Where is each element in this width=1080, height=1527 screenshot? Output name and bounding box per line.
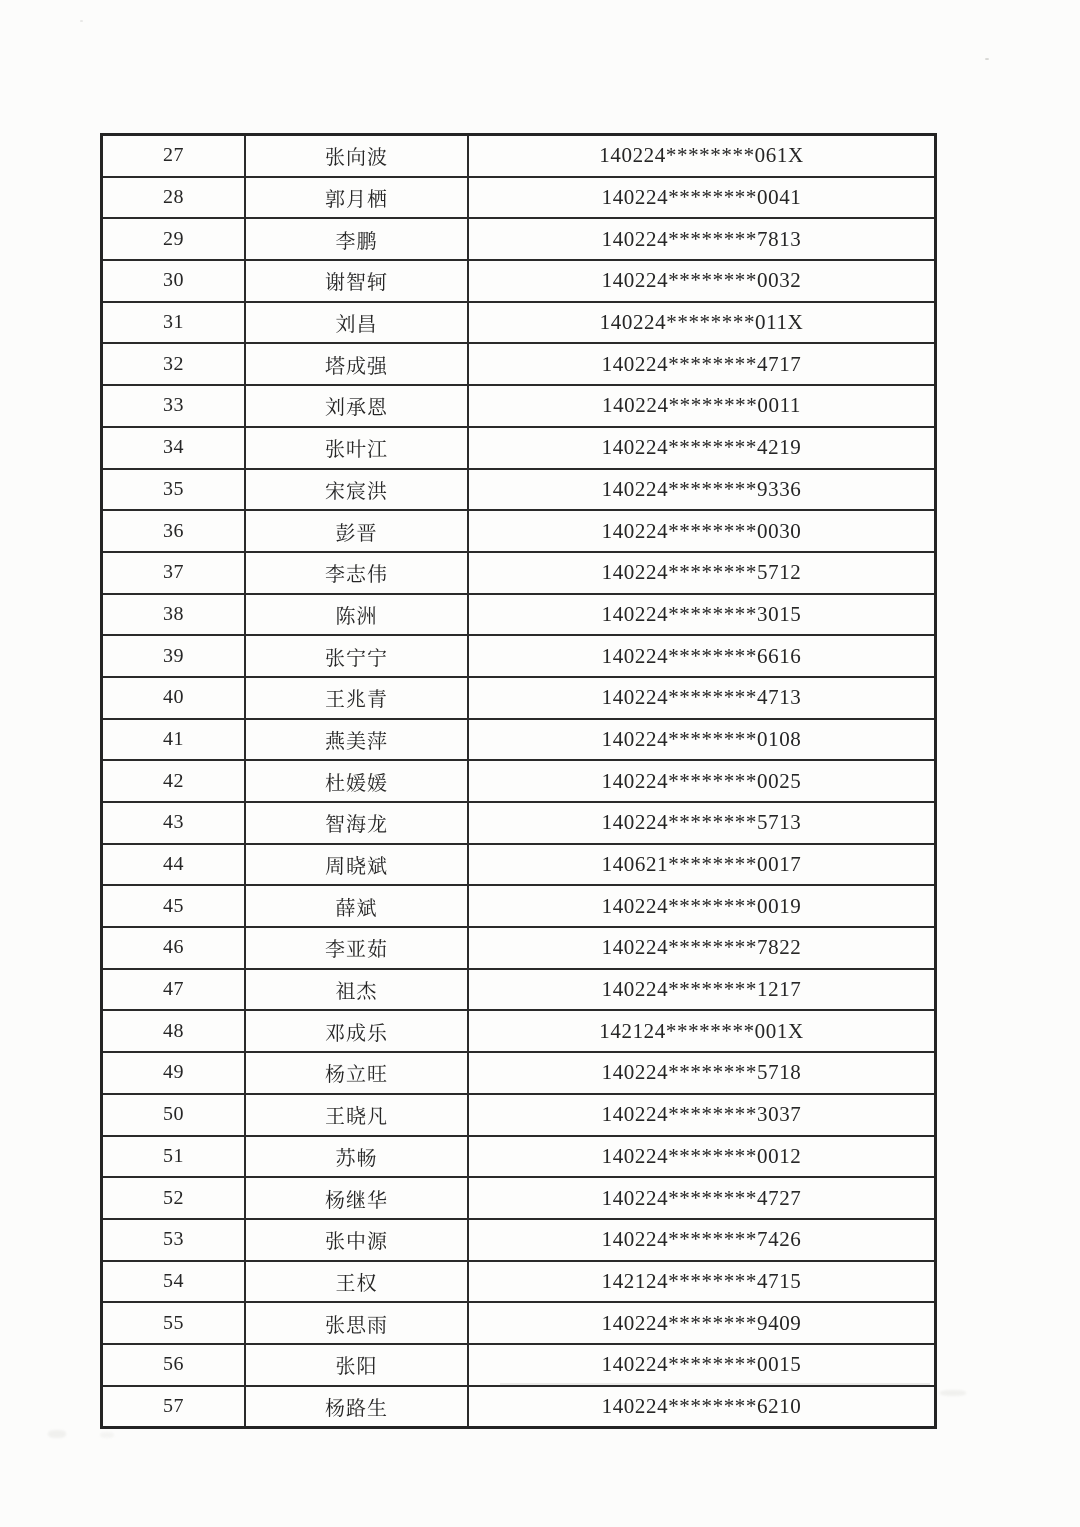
id-number: [468, 969, 936, 1011]
id-number-text: 140224********9409: [601, 1310, 802, 1335]
id-number-text: 140224********0019: [601, 893, 802, 918]
id-number: [468, 385, 936, 427]
row-number: 42: [102, 760, 246, 802]
id-number: [468, 1261, 936, 1303]
row-number: 48: [102, 1010, 246, 1052]
id-number-text: 140224********9336: [601, 476, 802, 501]
table-row: [102, 385, 936, 427]
row-number: 32: [102, 343, 246, 385]
scan-smudge: [48, 1430, 66, 1438]
row-number: 55: [102, 1302, 246, 1344]
id-number-text: 140224********0030: [601, 518, 802, 543]
table-row: [102, 469, 936, 511]
table-row: [102, 1386, 936, 1428]
id-number: [468, 844, 936, 886]
roster-table-body: [102, 135, 936, 1428]
row-number: 50: [102, 1094, 246, 1136]
table-row: [102, 927, 936, 969]
id-number: [468, 1219, 936, 1261]
id-number-text: 140224********011X: [599, 310, 804, 335]
id-number-text: 140224********7822: [601, 935, 802, 960]
table-row: [102, 343, 936, 385]
id-number: [468, 510, 936, 552]
person-name: 邓成乐: [245, 1010, 468, 1052]
person-name: 李亚茹: [245, 927, 468, 969]
id-number-text: 140224********4713: [601, 685, 802, 710]
id-number: [468, 1094, 936, 1136]
row-number: 46: [102, 927, 246, 969]
person-name: 薛斌: [245, 885, 468, 927]
id-number: [468, 802, 936, 844]
row-number: 33: [102, 385, 246, 427]
row-number: 38: [102, 594, 246, 636]
table-row: [102, 1094, 936, 1136]
table-row: [102, 135, 936, 177]
person-name: 张向波: [245, 135, 468, 177]
row-number: 56: [102, 1344, 246, 1386]
id-number-text: 140224********0015: [601, 1352, 802, 1377]
roster-table: [100, 133, 937, 1429]
person-name: 塔成强: [245, 343, 468, 385]
id-number-text: 140621********0017: [601, 852, 802, 877]
person-name: 刘承恩: [245, 385, 468, 427]
person-name: 杨路生: [245, 1386, 468, 1428]
person-name: 智海龙: [245, 802, 468, 844]
table-row: [102, 1261, 936, 1303]
table-row: [102, 1136, 936, 1178]
person-name: 杨立旺: [245, 1052, 468, 1094]
table-row: [102, 1052, 936, 1094]
table-row: [102, 719, 936, 761]
person-name: 苏畅: [245, 1136, 468, 1178]
id-number: [468, 594, 936, 636]
id-number-text: 140224********3015: [601, 601, 802, 626]
id-number: [468, 1177, 936, 1219]
id-number: [468, 552, 936, 594]
row-number: 41: [102, 719, 246, 761]
person-name: 宋宸洪: [245, 469, 468, 511]
table-row: [102, 802, 936, 844]
person-name: 张阳: [245, 1344, 468, 1386]
table-row: [102, 844, 936, 886]
id-number-text: 140224********3037: [601, 1102, 802, 1127]
scan-speck: [80, 20, 83, 22]
row-number: 31: [102, 302, 246, 344]
row-number: 44: [102, 844, 246, 886]
person-name: 杨继华: [245, 1177, 468, 1219]
scan-smudge: [100, 1432, 114, 1438]
id-number: [468, 677, 936, 719]
person-name: 刘昌: [245, 302, 468, 344]
id-number: [468, 1136, 936, 1178]
id-number-text: 140224********7813: [601, 226, 802, 251]
id-number: [468, 719, 936, 761]
row-number: 40: [102, 677, 246, 719]
table-row: [102, 760, 936, 802]
table-row: [102, 969, 936, 1011]
person-name: 王权: [245, 1261, 468, 1303]
table-row: [102, 302, 936, 344]
id-number-text: 140224********4717: [601, 351, 802, 376]
id-number-text: 140224********061X: [599, 143, 804, 168]
person-name: 祖杰: [245, 969, 468, 1011]
person-name: 王晓凡: [245, 1094, 468, 1136]
id-number: [468, 1302, 936, 1344]
row-number: 53: [102, 1219, 246, 1261]
person-name: 彭晋: [245, 510, 468, 552]
table-row: [102, 1344, 936, 1386]
id-number: [468, 469, 936, 511]
id-number-text: 140224********4219: [601, 435, 802, 460]
id-number-text: 140224********0041: [601, 185, 802, 210]
id-number-text: 142124********001X: [599, 1018, 804, 1043]
person-name: 杜媛媛: [245, 760, 468, 802]
row-number: 30: [102, 260, 246, 302]
scan-speck: [985, 58, 989, 60]
table-row: [102, 260, 936, 302]
id-number: [468, 760, 936, 802]
id-number: [468, 635, 936, 677]
row-number: 36: [102, 510, 246, 552]
id-number-text: 140224********6616: [601, 643, 802, 668]
id-number-text: 140224********5718: [601, 1060, 802, 1085]
row-number: 34: [102, 427, 246, 469]
person-name: 周晓斌: [245, 844, 468, 886]
id-number-text: 140224********0108: [601, 726, 802, 751]
table-row: [102, 218, 936, 260]
table-row: [102, 677, 936, 719]
table-row: [102, 552, 936, 594]
row-number: 51: [102, 1136, 246, 1178]
id-number: [468, 427, 936, 469]
id-number: [468, 1052, 936, 1094]
table-row: [102, 1177, 936, 1219]
row-number: 39: [102, 635, 246, 677]
row-number: 27: [102, 135, 246, 177]
id-number: [468, 1386, 936, 1428]
id-number-text: 140224********4727: [601, 1185, 802, 1210]
row-number: 43: [102, 802, 246, 844]
table-row: [102, 177, 936, 219]
person-name: 张思雨: [245, 1302, 468, 1344]
id-number-text: 140224********0025: [601, 768, 802, 793]
row-number: 29: [102, 218, 246, 260]
person-name: 谢智轲: [245, 260, 468, 302]
person-name: 陈洲: [245, 594, 468, 636]
table-row: [102, 885, 936, 927]
id-number-text: 140224********7426: [601, 1227, 802, 1252]
person-name: 张中源: [245, 1219, 468, 1261]
id-number-text: 140224********6210: [601, 1393, 802, 1418]
person-name: 郭月栖: [245, 177, 468, 219]
row-number: 35: [102, 469, 246, 511]
id-number: [468, 343, 936, 385]
table-row: [102, 635, 936, 677]
row-number: 49: [102, 1052, 246, 1094]
id-number: [468, 1010, 936, 1052]
table-row: [102, 594, 936, 636]
id-number-text: 140224********0032: [601, 268, 802, 293]
id-number: [468, 218, 936, 260]
id-number: [468, 135, 936, 177]
row-number: 28: [102, 177, 246, 219]
table-row: [102, 1219, 936, 1261]
id-number-text: 140224********0012: [601, 1143, 802, 1168]
person-name: 燕美萍: [245, 719, 468, 761]
table-row: [102, 1302, 936, 1344]
row-number: 47: [102, 969, 246, 1011]
id-number-text: 140224********5713: [601, 810, 802, 835]
table-row: [102, 1010, 936, 1052]
person-name: 李鹏: [245, 218, 468, 260]
id-number: [468, 177, 936, 219]
row-number: 45: [102, 885, 246, 927]
id-number-text: 140224********1217: [601, 977, 802, 1002]
id-number-text: 142124********4715: [601, 1268, 802, 1293]
row-number: 54: [102, 1261, 246, 1303]
id-number: [468, 302, 936, 344]
table-row: [102, 510, 936, 552]
id-number: [468, 885, 936, 927]
id-number-text: 140224********0011: [601, 393, 802, 418]
id-number: [468, 1344, 936, 1386]
person-name: 王兆青: [245, 677, 468, 719]
person-name: 李志伟: [245, 552, 468, 594]
person-name: 张宁宁: [245, 635, 468, 677]
person-name: 张叶江: [245, 427, 468, 469]
id-number: [468, 260, 936, 302]
id-number-text: 140224********5712: [601, 560, 802, 585]
row-number: 57: [102, 1386, 246, 1428]
table-row: [102, 427, 936, 469]
row-number: 37: [102, 552, 246, 594]
row-number: 52: [102, 1177, 246, 1219]
id-number: [468, 927, 936, 969]
scan-smudge: [940, 1390, 966, 1396]
